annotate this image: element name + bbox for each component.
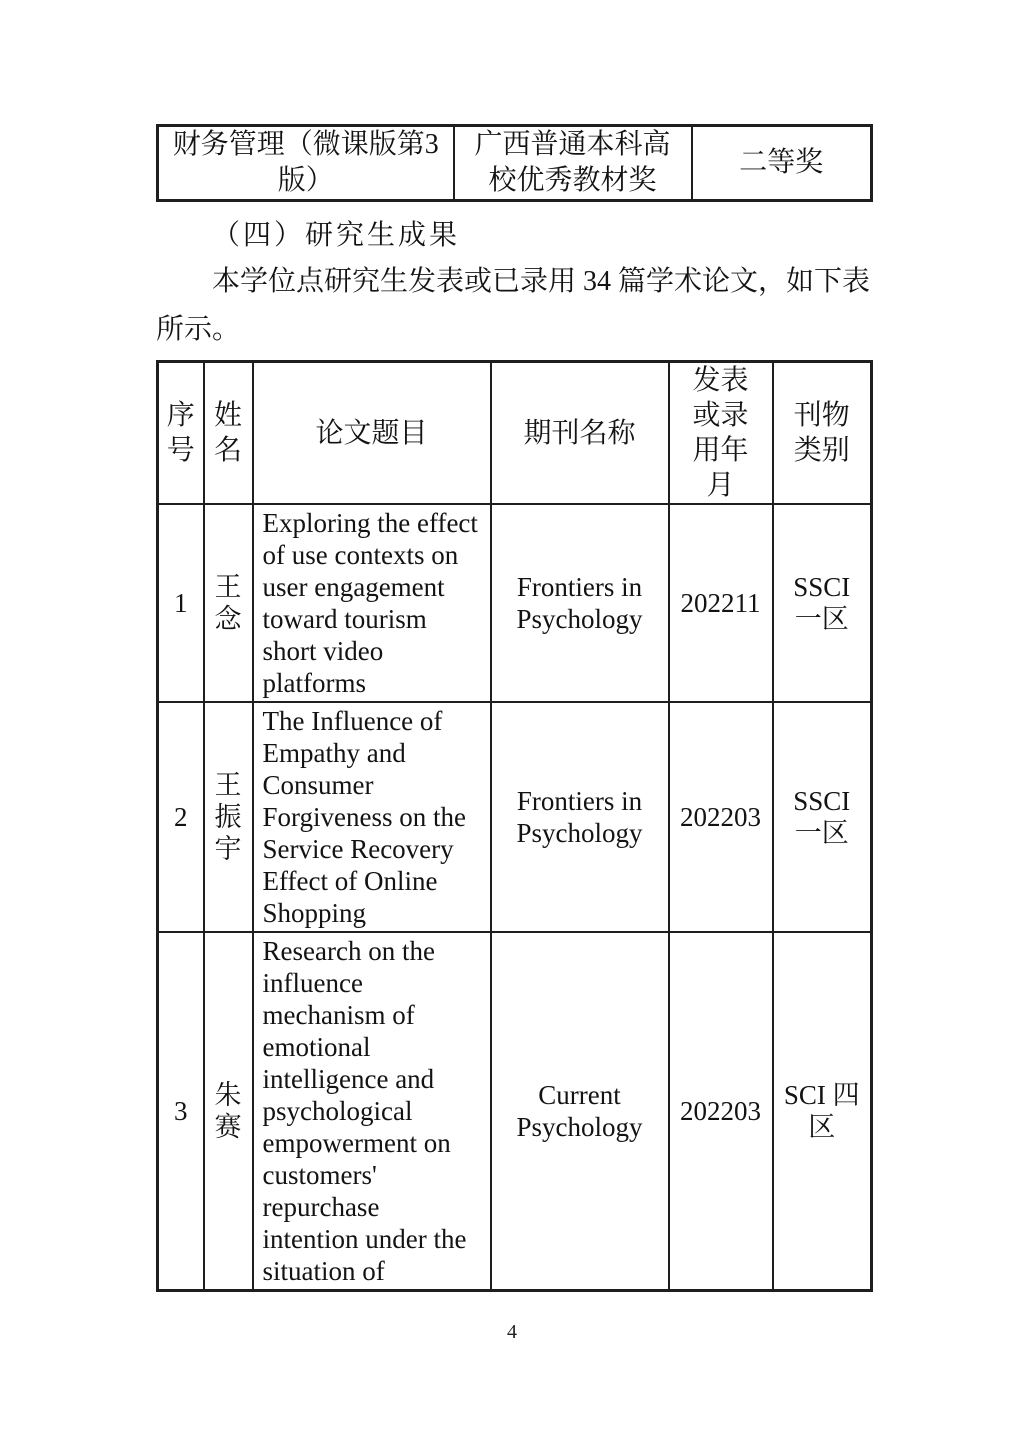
- header-title: 论文题目: [253, 362, 491, 505]
- papers-table: [156, 360, 873, 1292]
- award-table-row: [158, 126, 872, 201]
- paper-journal: Frontiers in Psychology: [491, 702, 669, 932]
- award-table: [156, 124, 873, 202]
- header-category: 刊物类别: [773, 362, 872, 505]
- header-name: 姓名: [204, 362, 253, 505]
- paper-no: 1: [158, 504, 204, 702]
- section-heading: （四）研究生成果: [212, 220, 461, 251]
- table-row: [158, 932, 872, 1291]
- award-textbook-cell: 财务管理（微课版第3版）: [158, 126, 454, 201]
- paper-journal: Current Psychology: [491, 932, 669, 1291]
- header-no: 序号: [158, 362, 204, 505]
- paper-no: 2: [158, 702, 204, 932]
- table-row: [158, 504, 872, 702]
- papers-table-header-row: [158, 362, 872, 505]
- paper-title: Exploring the effect of use contexts on user engagement toward tourism short video platforms: [253, 504, 491, 702]
- paper-category: SCI 四区: [773, 932, 872, 1291]
- header-date: 发表或录用年月: [669, 362, 773, 505]
- page-number: 4: [507, 1321, 517, 1343]
- paper-title: Research on the influence mechanism of emotional intelligence and psychological empowerment on customers' repurchase intention under the situation of: [253, 932, 491, 1291]
- paper-date: 202211: [669, 504, 773, 702]
- header-journal: 期刊名称: [491, 362, 669, 505]
- award-level-cell: 二等奖: [692, 126, 872, 201]
- paper-author: 王振宇: [204, 702, 253, 932]
- paper-author: 王念: [204, 504, 253, 702]
- paper-no: 3: [158, 932, 204, 1291]
- paper-author: 朱赛: [204, 932, 253, 1291]
- paper-title: The Influence of Empathy and Consumer Forgiveness on the Service Recovery Effect of Online Shopping: [253, 702, 491, 932]
- award-name-cell: 广西普通本科高校优秀教材奖: [454, 126, 692, 201]
- paper-date: 202203: [669, 932, 773, 1291]
- page-content: [156, 124, 870, 1292]
- paper-journal: Frontiers in Psychology: [491, 504, 669, 702]
- table-row: [158, 702, 872, 932]
- paper-date: 202203: [669, 702, 773, 932]
- paper-category: SSCI 一区: [773, 702, 872, 932]
- paper-category: SSCI 一区: [773, 504, 872, 702]
- intro-paragraph: 本学位点研究生发表或已录用 34 篇学术论文，如下表所示。: [156, 266, 871, 345]
